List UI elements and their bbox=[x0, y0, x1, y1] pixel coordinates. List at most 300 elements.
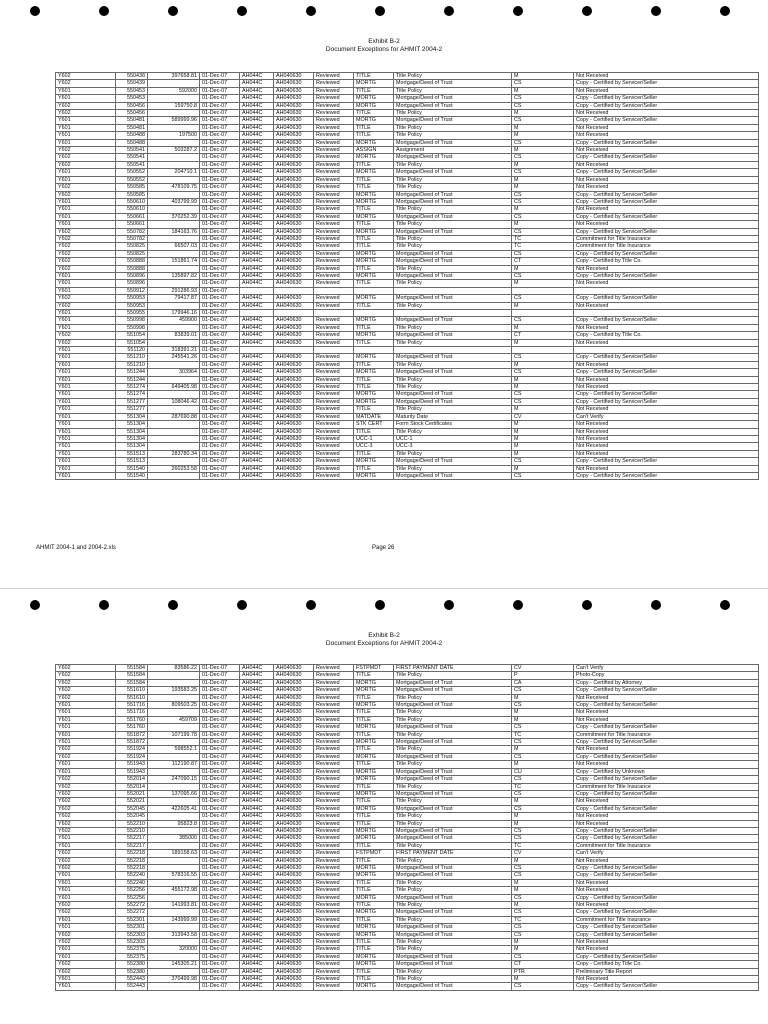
balance-cell: 197500 bbox=[148, 132, 200, 139]
investor-code-cell: Y602 bbox=[56, 850, 116, 857]
custodian-code-cell: AH044C bbox=[240, 169, 274, 176]
balance-cell: 184163.76 bbox=[148, 228, 200, 235]
investor-code-cell: Y601 bbox=[56, 376, 116, 383]
table-row bbox=[56, 295, 759, 302]
balance-cell bbox=[148, 679, 200, 686]
loan-number-cell: 550661 bbox=[116, 221, 148, 228]
doc-description-cell: Title Policy bbox=[394, 716, 512, 723]
doc-code-cell: TITLE bbox=[354, 887, 394, 894]
table-row bbox=[56, 421, 759, 428]
balance-cell bbox=[148, 827, 200, 834]
investor-code-cell: Y602 bbox=[56, 258, 116, 265]
custodian-code-cell: AH044C bbox=[240, 790, 274, 797]
exception-description-cell: Copy - Certified by Servicer/Seller bbox=[574, 909, 759, 916]
deal-code-cell: AH040630 bbox=[274, 753, 314, 760]
doc-code-cell: TITLE bbox=[354, 110, 394, 117]
review-status-cell: Reviewed bbox=[314, 102, 354, 109]
balance-cell: 245541.26 bbox=[148, 354, 200, 361]
investor-code-cell: Y601 bbox=[56, 198, 116, 205]
exception-code-cell: CS bbox=[512, 953, 574, 960]
review-status-cell: Reviewed bbox=[314, 716, 354, 723]
review-status-cell: Reviewed bbox=[314, 235, 354, 242]
table-row bbox=[56, 443, 759, 450]
loan-number-cell: 551584 bbox=[116, 665, 148, 672]
table-row bbox=[56, 280, 759, 287]
table-row bbox=[56, 228, 759, 235]
custodian-code-cell: AH044C bbox=[240, 376, 274, 383]
custodian-code-cell: AH044C bbox=[240, 221, 274, 228]
review-status-cell: Reviewed bbox=[314, 272, 354, 279]
balance-cell: 592000 bbox=[148, 87, 200, 94]
deal-code-cell: AH040630 bbox=[274, 280, 314, 287]
investor-code-cell: Y601 bbox=[56, 324, 116, 331]
exception-description-cell: Copy - Certified by Servicer/Seller bbox=[574, 139, 759, 146]
exhibit-subtitle: Document Exceptions for AHMIT 2004-2 bbox=[325, 640, 443, 647]
doc-description-cell: Title Policy bbox=[394, 124, 512, 131]
exception-description-cell: Copy - Certified by Servicer/Seller bbox=[574, 317, 759, 324]
investor-code-cell: Y601 bbox=[56, 946, 116, 953]
exception-code-cell: CV bbox=[512, 850, 574, 857]
balance-cell bbox=[148, 857, 200, 864]
exception-description-cell bbox=[574, 347, 759, 354]
deal-code-cell: AH040630 bbox=[274, 206, 314, 213]
review-status-cell bbox=[314, 310, 354, 317]
doc-code-cell: TITLE bbox=[354, 376, 394, 383]
review-status-cell: Reviewed bbox=[314, 265, 354, 272]
custodian-code-cell: AH044C bbox=[240, 191, 274, 198]
investor-code-cell: Y602 bbox=[56, 746, 116, 753]
doc-code-cell: TITLE bbox=[354, 694, 394, 701]
review-status-cell: Reviewed bbox=[314, 243, 354, 250]
custodian-code-cell: AH044C bbox=[240, 110, 274, 117]
custodian-code-cell: AH044C bbox=[240, 665, 274, 672]
loan-number-cell: 552045 bbox=[116, 805, 148, 812]
exception-code-cell: M bbox=[512, 428, 574, 435]
investor-code-cell: Y602 bbox=[56, 295, 116, 302]
deal-code-cell: AH040630 bbox=[274, 265, 314, 272]
loan-number-cell: 550998 bbox=[116, 324, 148, 331]
doc-code-cell: MORTG bbox=[354, 739, 394, 746]
deal-code-cell: AH040630 bbox=[274, 421, 314, 428]
doc-description-cell: Title Policy bbox=[394, 235, 512, 242]
review-status-cell: Reviewed bbox=[314, 117, 354, 124]
doc-code-cell: TITLE bbox=[354, 820, 394, 827]
doc-code-cell: MORTG bbox=[354, 369, 394, 376]
table-row bbox=[56, 243, 759, 250]
doc-code-cell: TITLE bbox=[354, 813, 394, 820]
deal-code-cell: AH040630 bbox=[274, 435, 314, 442]
doc-description-cell: Title Policy bbox=[394, 206, 512, 213]
exception-description-cell: Not Received bbox=[574, 184, 759, 191]
deal-code-cell: AH040630 bbox=[274, 850, 314, 857]
deal-code-cell bbox=[274, 347, 314, 354]
exception-code-cell: CU bbox=[512, 768, 574, 775]
review-status-cell: Reviewed bbox=[314, 398, 354, 405]
review-status-cell: Reviewed bbox=[314, 702, 354, 709]
doc-code-cell: MORTG bbox=[354, 805, 394, 812]
cutoff-date-cell: 01-Dec-07 bbox=[200, 391, 240, 398]
doc-code-cell: TITLE bbox=[354, 176, 394, 183]
exception-description-cell: Commitment for Title Insurance bbox=[574, 235, 759, 242]
doc-code-cell: TITLE bbox=[354, 716, 394, 723]
exception-description-cell: Not Received bbox=[574, 384, 759, 391]
doc-description-cell: Title Policy bbox=[394, 265, 512, 272]
review-status-cell: Reviewed bbox=[314, 369, 354, 376]
cutoff-date-cell: 01-Dec-07 bbox=[200, 110, 240, 117]
custodian-code-cell: AH044C bbox=[240, 213, 274, 220]
cutoff-date-cell: 01-Dec-07 bbox=[200, 102, 240, 109]
table-row bbox=[56, 110, 759, 117]
doc-description-cell: Title Policy bbox=[394, 709, 512, 716]
loan-number-cell: 550610 bbox=[116, 198, 148, 205]
table-row bbox=[56, 310, 759, 317]
table-row bbox=[56, 413, 759, 420]
doc-code-cell: MORTG bbox=[354, 953, 394, 960]
exception-description-cell: Copy - Certified by Servicer/Seller bbox=[574, 702, 759, 709]
review-status-cell: Reviewed bbox=[314, 280, 354, 287]
investor-code-cell: Y601 bbox=[56, 347, 116, 354]
custodian-code-cell: AH044C bbox=[240, 87, 274, 94]
doc-description-cell: Mortgage/Deed of Trust bbox=[394, 198, 512, 205]
exception-description-cell: Copy - Certified by Servicer/Seller bbox=[574, 864, 759, 871]
review-status-cell: Reviewed bbox=[314, 406, 354, 413]
table-row bbox=[56, 835, 759, 842]
loan-number-cell: 550541 bbox=[116, 154, 148, 161]
exception-code-cell: M bbox=[512, 110, 574, 117]
loan-number-cell: 550953 bbox=[116, 302, 148, 309]
review-status-cell: Reviewed bbox=[314, 450, 354, 457]
doc-code-cell: TITLE bbox=[354, 709, 394, 716]
cutoff-date-cell: 01-Dec-07 bbox=[200, 317, 240, 324]
doc-code-cell: MATDATE bbox=[354, 413, 394, 420]
doc-code-cell: FSTPMDT bbox=[354, 850, 394, 857]
exception-code-cell: M bbox=[512, 887, 574, 894]
investor-code-cell: Y601 bbox=[56, 761, 116, 768]
investor-code-cell: Y601 bbox=[56, 443, 116, 450]
cutoff-date-cell: 01-Dec-07 bbox=[200, 961, 240, 968]
loan-number-cell: 550438 bbox=[116, 73, 148, 80]
balance-cell bbox=[148, 879, 200, 886]
custodian-code-cell: AH044C bbox=[240, 687, 274, 694]
deal-code-cell: AH040630 bbox=[274, 213, 314, 220]
custodian-code-cell: AH044C bbox=[240, 827, 274, 834]
custodian-code-cell: AH044C bbox=[240, 798, 274, 805]
loan-number-cell: 552272 bbox=[116, 902, 148, 909]
table-row bbox=[56, 80, 759, 87]
exception-code-cell: CS bbox=[512, 472, 574, 479]
balance-cell bbox=[148, 983, 200, 990]
doc-description-cell: Title Policy bbox=[394, 161, 512, 168]
doc-description-cell: Mortgage/Deed of Trust bbox=[394, 391, 512, 398]
cutoff-date-cell: 01-Dec-07 bbox=[200, 235, 240, 242]
deal-code-cell: AH040630 bbox=[274, 879, 314, 886]
balance-cell bbox=[148, 280, 200, 287]
balance-cell: 459709 bbox=[148, 716, 200, 723]
exception-description-cell: Copy - Certified by Attorney bbox=[574, 679, 759, 686]
table-row bbox=[56, 450, 759, 457]
deal-code-cell: AH040630 bbox=[274, 939, 314, 946]
exception-description-cell: Copy - Certified by Unknown bbox=[574, 768, 759, 775]
doc-code-cell: TITLE bbox=[354, 206, 394, 213]
investor-code-cell: Y602 bbox=[56, 250, 116, 257]
loan-number-cell: 550998 bbox=[116, 317, 148, 324]
balance-cell: 598552.1 bbox=[148, 746, 200, 753]
deal-code-cell: AH040630 bbox=[274, 413, 314, 420]
custodian-code-cell: AH044C bbox=[240, 716, 274, 723]
exception-code-cell: M bbox=[512, 384, 574, 391]
exception-code-cell: CS bbox=[512, 458, 574, 465]
doc-code-cell: TITLE bbox=[354, 798, 394, 805]
exception-description-cell: Not Received bbox=[574, 450, 759, 457]
loan-number-cell: 550488 bbox=[116, 139, 148, 146]
cutoff-date-cell: 01-Dec-07 bbox=[200, 946, 240, 953]
balance-cell bbox=[148, 709, 200, 716]
investor-code-cell: Y601 bbox=[56, 317, 116, 324]
deal-code-cell: AH040630 bbox=[274, 768, 314, 775]
custodian-code-cell: AH044C bbox=[240, 280, 274, 287]
custodian-code-cell: AH044C bbox=[240, 317, 274, 324]
review-status-cell: Reviewed bbox=[314, 798, 354, 805]
review-status-cell: Reviewed bbox=[314, 665, 354, 672]
doc-code-cell: MORTG bbox=[354, 332, 394, 339]
review-status-cell: Reviewed bbox=[314, 458, 354, 465]
loan-number-cell: 552303 bbox=[116, 939, 148, 946]
cutoff-date-cell: 01-Dec-07 bbox=[200, 976, 240, 983]
review-status-cell: Reviewed bbox=[314, 139, 354, 146]
balance-cell bbox=[148, 458, 200, 465]
table-row bbox=[56, 776, 759, 783]
loan-number-cell: 551244 bbox=[116, 369, 148, 376]
cutoff-date-cell: 01-Dec-07 bbox=[200, 435, 240, 442]
custodian-code-cell: AH044C bbox=[240, 243, 274, 250]
table-row bbox=[56, 391, 759, 398]
balance-cell bbox=[148, 472, 200, 479]
cutoff-date-cell: 01-Dec-07 bbox=[200, 124, 240, 131]
deal-code-cell: AH040630 bbox=[274, 317, 314, 324]
custodian-code-cell: AH044C bbox=[240, 931, 274, 938]
balance-cell: 204710.1 bbox=[148, 169, 200, 176]
exception-description-cell: Preliminary Title Report bbox=[574, 968, 759, 975]
custodian-code-cell: AH044C bbox=[240, 458, 274, 465]
loan-number-cell: 551513 bbox=[116, 450, 148, 457]
investor-code-cell: Y602 bbox=[56, 820, 116, 827]
cutoff-date-cell: 01-Dec-07 bbox=[200, 746, 240, 753]
investor-code-cell: Y601 bbox=[56, 169, 116, 176]
exception-code-cell: M bbox=[512, 709, 574, 716]
doc-description-cell: Mortgage/Deed of Trust bbox=[394, 139, 512, 146]
deal-code-cell: AH040630 bbox=[274, 842, 314, 849]
balance-cell bbox=[148, 428, 200, 435]
deal-code-cell: AH040630 bbox=[274, 406, 314, 413]
table-row bbox=[56, 672, 759, 679]
doc-code-cell: TITLE bbox=[354, 672, 394, 679]
loan-number-cell: 552218 bbox=[116, 857, 148, 864]
doc-description-cell: Mortgage/Deed of Trust bbox=[394, 228, 512, 235]
doc-code-cell: TITLE bbox=[354, 132, 394, 139]
table-row bbox=[56, 687, 759, 694]
cutoff-date-cell: 01-Dec-07 bbox=[200, 783, 240, 790]
doc-code-cell: MORTG bbox=[354, 258, 394, 265]
exception-code-cell: M bbox=[512, 184, 574, 191]
table-row bbox=[56, 976, 759, 983]
punch-hole-icon bbox=[444, 600, 454, 610]
doc-description-cell: Title Policy bbox=[394, 132, 512, 139]
exception-description-cell: Copy - Certified by Servicer/Seller bbox=[574, 295, 759, 302]
review-status-cell: Reviewed bbox=[314, 827, 354, 834]
loan-number-cell: 551610 bbox=[116, 694, 148, 701]
document-page-2 bbox=[0, 512, 768, 1024]
deal-code-cell: AH040630 bbox=[274, 87, 314, 94]
deal-code-cell: AH040630 bbox=[274, 198, 314, 205]
deal-code-cell: AH040630 bbox=[274, 176, 314, 183]
table-row bbox=[56, 879, 759, 886]
balance-cell: 385000 bbox=[148, 835, 200, 842]
doc-code-cell: TITLE bbox=[354, 221, 394, 228]
investor-code-cell: Y601 bbox=[56, 95, 116, 102]
exception-description-cell: Copy - Certified by Servicer/Seller bbox=[574, 924, 759, 931]
loan-number-cell: 551760 bbox=[116, 716, 148, 723]
custodian-code-cell: AH044C bbox=[240, 354, 274, 361]
loan-number-cell: 551760 bbox=[116, 724, 148, 731]
punch-hole-icon bbox=[306, 6, 316, 16]
exception-description-cell: Copy - Certified by Servicer/Seller bbox=[574, 80, 759, 87]
balance-cell bbox=[148, 783, 200, 790]
cutoff-date-cell: 01-Dec-07 bbox=[200, 805, 240, 812]
exception-code-cell: CS bbox=[512, 169, 574, 176]
custodian-code-cell: AH044C bbox=[240, 946, 274, 953]
investor-code-cell: Y602 bbox=[56, 235, 116, 242]
balance-cell: 179946.16 bbox=[148, 310, 200, 317]
exception-description-cell: Copy - Certified by Servicer/Seller bbox=[574, 872, 759, 879]
exception-description-cell: Copy - Certified by Servicer/Seller bbox=[574, 687, 759, 694]
review-status-cell: Reviewed bbox=[314, 842, 354, 849]
investor-code-cell: Y601 bbox=[56, 310, 116, 317]
deal-code-cell: AH040630 bbox=[274, 968, 314, 975]
punch-hole-icon bbox=[99, 600, 109, 610]
balance-cell: 589999.96 bbox=[148, 117, 200, 124]
exception-code-cell: CS bbox=[512, 154, 574, 161]
custodian-code-cell: AH044C bbox=[240, 472, 274, 479]
review-status-cell: Reviewed bbox=[314, 768, 354, 775]
investor-code-cell: Y601 bbox=[56, 983, 116, 990]
doc-code-cell: TITLE bbox=[354, 761, 394, 768]
balance-cell bbox=[148, 154, 200, 161]
cutoff-date-cell: 01-Dec-07 bbox=[200, 776, 240, 783]
cutoff-date-cell: 01-Dec-07 bbox=[200, 753, 240, 760]
table-row bbox=[56, 864, 759, 871]
investor-code-cell: Y601 bbox=[56, 709, 116, 716]
review-status-cell: Reviewed bbox=[314, 790, 354, 797]
custodian-code-cell: AH044C bbox=[240, 235, 274, 242]
exception-code-cell: CS bbox=[512, 702, 574, 709]
investor-code-cell: Y601 bbox=[56, 87, 116, 94]
investor-code-cell: Y601 bbox=[56, 768, 116, 775]
investor-code-cell: Y601 bbox=[56, 976, 116, 983]
doc-description-cell: Title Policy bbox=[394, 376, 512, 383]
exception-description-cell: Copy - Certified by Servicer/Seller bbox=[574, 272, 759, 279]
balance-cell: 141993.81 bbox=[148, 902, 200, 909]
loan-number-cell: 550456 bbox=[116, 110, 148, 117]
punch-hole-icon bbox=[444, 6, 454, 16]
loan-number-cell: 550955 bbox=[116, 310, 148, 317]
deal-code-cell: AH040630 bbox=[274, 916, 314, 923]
table-row bbox=[56, 842, 759, 849]
exception-code-cell: M bbox=[512, 450, 574, 457]
table-row bbox=[56, 909, 759, 916]
punch-hole-icon bbox=[651, 600, 661, 610]
table-row bbox=[56, 287, 759, 294]
exception-code-cell: M bbox=[512, 798, 574, 805]
doc-description-cell: Mortgage/Deed of Trust bbox=[394, 354, 512, 361]
doc-description-cell: Title Policy bbox=[394, 243, 512, 250]
cutoff-date-cell: 01-Dec-07 bbox=[200, 80, 240, 87]
exception-code-cell: M bbox=[512, 302, 574, 309]
loan-number-cell: 552301 bbox=[116, 924, 148, 931]
loan-number-cell: 551584 bbox=[116, 679, 148, 686]
balance-cell bbox=[148, 176, 200, 183]
loan-number-cell: 550456 bbox=[116, 102, 148, 109]
custodian-code-cell: AH044C bbox=[240, 916, 274, 923]
doc-description-cell: Mortgage/Deed of Trust bbox=[394, 753, 512, 760]
custodian-code-cell: AH044C bbox=[240, 924, 274, 931]
doc-description-cell: Mortgage/Deed of Trust bbox=[394, 835, 512, 842]
exception-code-cell: M bbox=[512, 221, 574, 228]
table-row bbox=[56, 317, 759, 324]
deal-code-cell: AH040630 bbox=[274, 354, 314, 361]
cutoff-date-cell: 01-Dec-07 bbox=[200, 761, 240, 768]
cutoff-date-cell: 01-Dec-07 bbox=[200, 672, 240, 679]
cutoff-date-cell: 01-Dec-07 bbox=[200, 206, 240, 213]
cutoff-date-cell: 01-Dec-07 bbox=[200, 324, 240, 331]
exception-code-cell: M bbox=[512, 73, 574, 80]
doc-description-cell: Title Policy bbox=[394, 361, 512, 368]
exception-code-cell: CS bbox=[512, 827, 574, 834]
balance-cell: 397658.81 bbox=[148, 73, 200, 80]
exception-description-cell: Not Received bbox=[574, 746, 759, 753]
table-row bbox=[56, 679, 759, 686]
investor-code-cell: Y601 bbox=[56, 716, 116, 723]
deal-code-cell: AH040630 bbox=[274, 798, 314, 805]
table-row bbox=[56, 472, 759, 479]
balance-cell: 135897.82 bbox=[148, 272, 200, 279]
table-row bbox=[56, 213, 759, 220]
custodian-code-cell: AH044C bbox=[240, 421, 274, 428]
exception-code-cell: CS bbox=[512, 250, 574, 257]
exception-code-cell: CS bbox=[512, 272, 574, 279]
balance-cell bbox=[148, 324, 200, 331]
cutoff-date-cell: 01-Dec-07 bbox=[200, 924, 240, 931]
doc-description-cell: Title Policy bbox=[394, 73, 512, 80]
table-row bbox=[56, 258, 759, 265]
doc-code-cell: TITLE bbox=[354, 243, 394, 250]
doc-description-cell: Mortgage/Deed of Trust bbox=[394, 953, 512, 960]
investor-code-cell: Y601 bbox=[56, 132, 116, 139]
cutoff-date-cell: 01-Dec-07 bbox=[200, 73, 240, 80]
cutoff-date-cell: 01-Dec-07 bbox=[200, 250, 240, 257]
cutoff-date-cell: 01-Dec-07 bbox=[200, 280, 240, 287]
doc-code-cell: TITLE bbox=[354, 465, 394, 472]
doc-description-cell: Mortgage/Deed of Trust bbox=[394, 369, 512, 376]
review-status-cell: Reviewed bbox=[314, 169, 354, 176]
table-row bbox=[56, 953, 759, 960]
table-row bbox=[56, 176, 759, 183]
exception-description-cell: Copy - Certified by Servicer/Seller bbox=[574, 805, 759, 812]
review-status-cell: Reviewed bbox=[314, 731, 354, 738]
cutoff-date-cell: 01-Dec-07 bbox=[200, 295, 240, 302]
loan-number-cell: 552217 bbox=[116, 842, 148, 849]
table-row bbox=[56, 939, 759, 946]
deal-code-cell: AH040630 bbox=[274, 465, 314, 472]
